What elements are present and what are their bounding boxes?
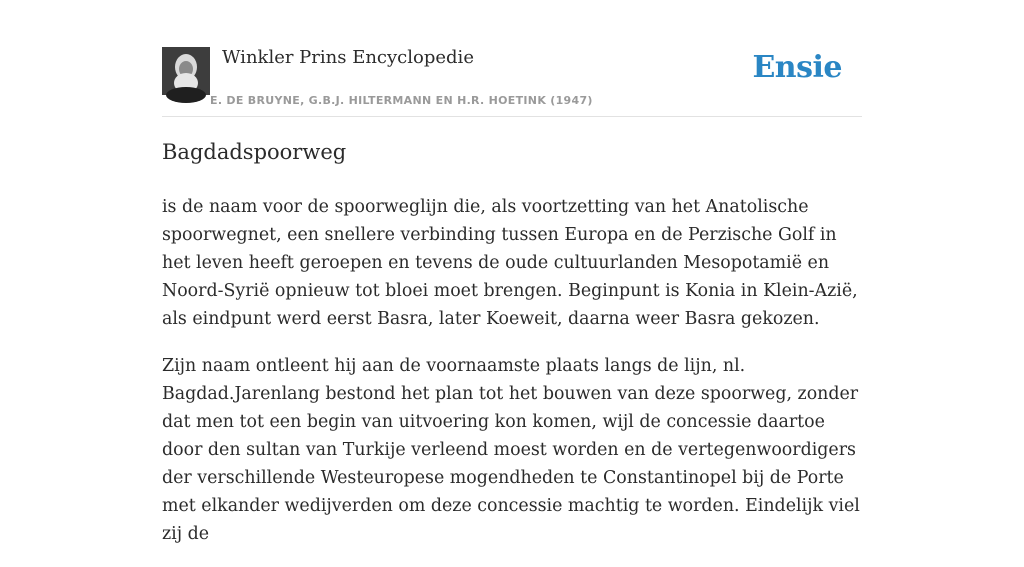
author-portrait-icon bbox=[162, 47, 210, 95]
article-body bbox=[162, 193, 862, 567]
article-paragraph: Zijn naam ontleent hij aan de voornaamste plaats langs de lijn, nl. Bagdad.Jarenlang bestond het plan tot het bouwen van deze spoorweg, zonder dat men tot een begin van uitvoering kon komen, wijl de concessie daartoe door den sultan van Turkije verleend moest worden en de vertegenwoordigers der verschillende Westeuropese mogendheden te Constantinopel bij de Porte met elkander wedijverden om deze concessie machtig te worden. Eindelijk viel zij de bbox=[162, 356, 860, 544]
book-title[interactable]: Winkler Prins Encyclopedie bbox=[222, 47, 474, 68]
article-title: Bagdadspoorweg bbox=[162, 140, 347, 164]
page-header bbox=[162, 44, 862, 117]
ensie-logo-link[interactable]: Ensie bbox=[752, 50, 842, 85]
article-paragraph: is de naam voor de spoorweglijn die, als voortzetting van het Anatolische spoorwegnet, een snellere verbinding tussen Europa en de Perzische Golf in het leven heeft geroepen en tevens de oude cultuurlanden Mesopotamië en Noord-Syrië opnieuw tot bloei moet brengen. Beginpunt is Konia in Klein-Azië, als eindpunt werd eerst Basra, later Koeweit, daarna weer Basra gekozen. bbox=[162, 197, 858, 329]
book-authors: E. DE BRUYNE, G.B.J. HILTERMANN EN H.R. HOETINK (1947) bbox=[210, 94, 593, 107]
